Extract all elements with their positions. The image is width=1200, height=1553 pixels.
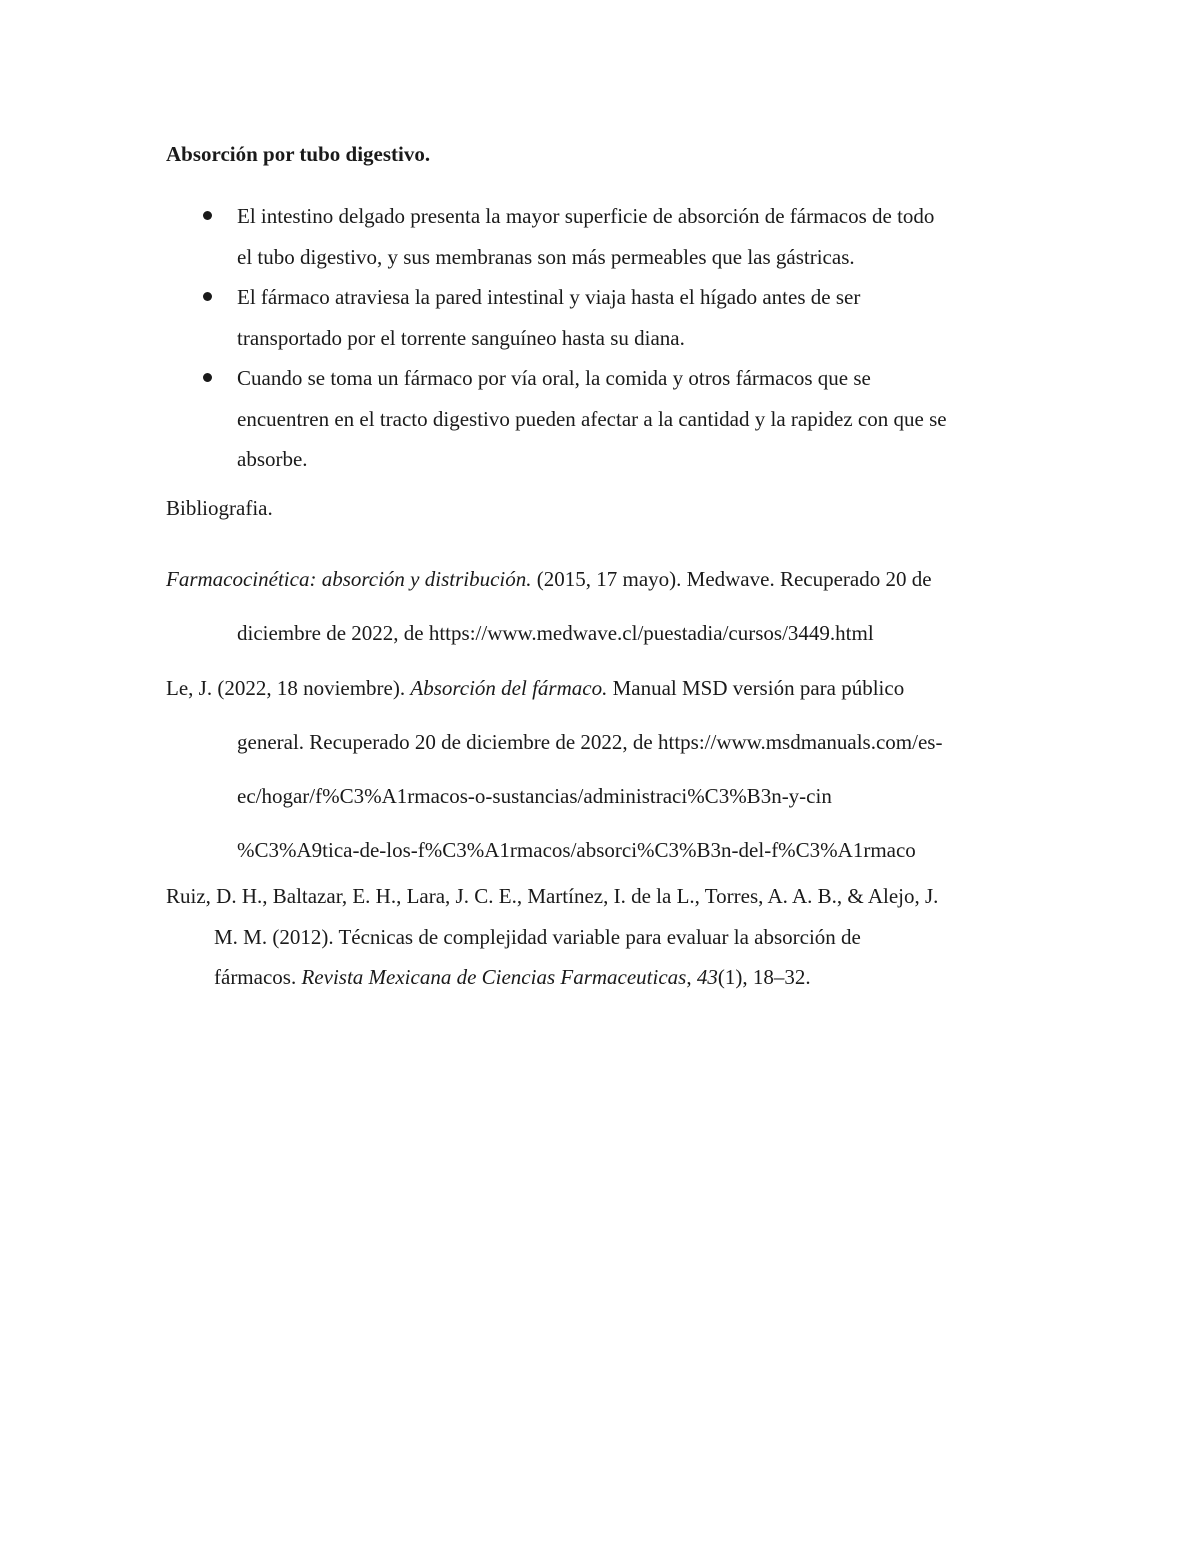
reference-line: ec/hogar/f%C3%A1rmacos-o-sustancias/administraci%C3%B3n-y-cin: [237, 784, 832, 808]
list-item: [166, 196, 1034, 277]
reference-text: ,: [686, 965, 697, 989]
journal-title: Revista Mexicana de Ciencias Farmaceuticas: [301, 965, 687, 989]
list-item: [166, 358, 1034, 480]
reference-title: Absorción del fármaco.: [410, 676, 608, 700]
reference-line: Ruiz, D. H., Baltazar, E. H., Lara, J. C. E., Martínez, I. de la L., Torres, A. A. B., & Alejo, J.: [166, 884, 939, 908]
reference-line: [166, 661, 1046, 715]
reference-line: general. Recuperado 20 de diciembre de 2022, de https://www.msdmanuals.com/es-: [237, 730, 943, 754]
bullet-text-line: transportado por el torrente sanguíneo hasta su diana.: [237, 325, 685, 350]
reference-entry: [166, 552, 1046, 660]
journal-volume: 43: [696, 965, 718, 989]
bibliography-heading: Bibliografia.: [166, 496, 273, 520]
bullet-list: [166, 196, 1034, 480]
reference-text: Le, J. (2022, 18 noviembre).: [166, 676, 411, 700]
reference-entry: [166, 661, 1046, 877]
reference-line: diciembre de 2022, de https://www.medwave.cl/puestadia/cursos/3449.html: [237, 621, 874, 645]
reference-line: M. M. (2012). Técnicas de complejidad variable para evaluar la absorción de: [214, 924, 861, 949]
reference-text: (1), 18–32.: [717, 965, 811, 989]
bullet-text-line: absorbe.: [237, 447, 308, 471]
reference-title: Farmacocinética: absorción y distribución.: [166, 567, 532, 591]
bullet-text-line: El fármaco atraviesa la pared intestinal y viaja hasta el hígado antes de ser: [237, 285, 861, 309]
reference-text: Manual MSD versión para público: [607, 676, 905, 700]
bullet-text-line: encuentren en el tracto digestivo pueden afectar a la cantidad y la rapidez con que se: [237, 406, 947, 431]
bullet-icon: [203, 373, 212, 382]
reference-line: %C3%A9tica-de-los-f%C3%A1rmacos/absorci%C3%B3n-del-f%C3%A1rmaco: [237, 838, 916, 862]
bullet-icon: [203, 211, 212, 220]
bullet-text-line: el tubo digestivo, y sus membranas son más permeables que las gástricas.: [237, 244, 855, 269]
reference-entry: [166, 876, 1046, 998]
bullet-icon: [203, 292, 212, 301]
bullet-text-line: El intestino delgado presenta la mayor superficie de absorción de fármacos de todo: [237, 204, 935, 228]
reference-line: [166, 552, 1046, 606]
reference-line: [166, 957, 1046, 998]
list-item: [166, 277, 1034, 358]
reference-text: fármacos.: [214, 965, 302, 989]
reference-text: (2015, 17 mayo). Medwave. Recuperado 20 de: [531, 567, 932, 591]
bullet-text-line: Cuando se toma un fármaco por vía oral, la comida y otros fármacos que se: [237, 366, 871, 390]
section-heading: Absorción por tubo digestivo.: [166, 142, 431, 166]
